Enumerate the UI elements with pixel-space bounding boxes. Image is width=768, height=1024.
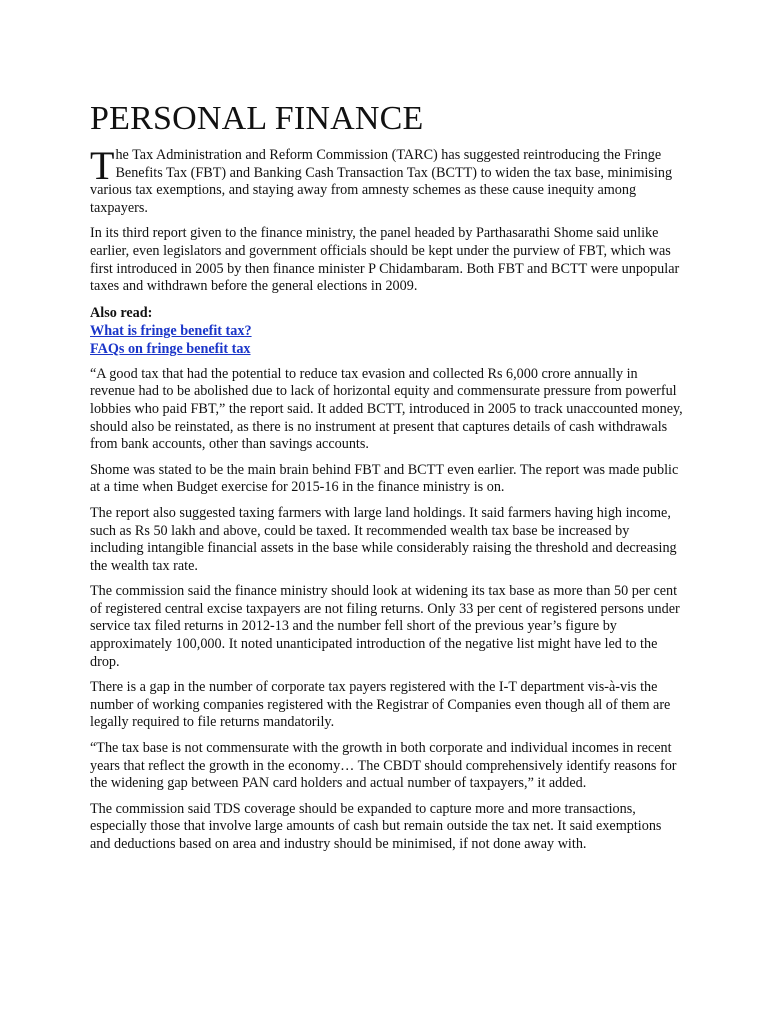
body-paragraph-corporate-gap: There is a gap in the number of corporate tax payers registered with the I-T department vis-à-vis the number of working companies registered with the Registrar of Companies even though all of them are legally required to file returns mandatorily. bbox=[90, 679, 671, 731]
lead-paragraph bbox=[90, 143, 684, 217]
link-faqs-fbt[interactable]: FAQs on fringe benefit tax bbox=[90, 340, 251, 357]
drop-cap: T bbox=[90, 143, 115, 188]
body-paragraph-shome: Shome was stated to be the main brain behind FBT and BCTT even earlier. The report was made public at a time when Budget exercise for 2015-16 in the finance ministry is on. bbox=[90, 461, 679, 496]
body-paragraph-farmers: The report also suggested taxing farmers with large land holdings. It said farmers having high income, such as Rs 50 lakh and above, could be taxed. It recommended wealth tax base be increased by including intangible financial assets in the base while considerably raising the threshold and decreasing the wealth tax rate. bbox=[90, 504, 677, 574]
body-paragraph-2: In its third report given to the finance ministry, the panel headed by Parthasarathi Shome said unlike earlier, even legislators and government officials should be kept under the purview of FBT, which was first introduced in 2005 by then finance minister P Chidambaram. Both FBT and BCTT were unpopular taxes and withdrawn before the general elections in 2009. bbox=[90, 225, 680, 295]
link-what-is-fbt[interactable]: What is fringe benefit tax? bbox=[90, 322, 252, 339]
body-paragraph-cbdt-quote: “The tax base is not commensurate with the growth in both corporate and individual incomes in recent years that reflect the growth in the economy… The CBDT should comprehensively identify reasons for the widening gap between PAN card holders and actual number of taxpayers,” it added. bbox=[90, 740, 677, 792]
lead-text: he Tax Administration and Reform Commission (TARC) has suggested reintroducing the Fringe Benefits Tax (FBT) and Banking Cash Transaction Tax (BCTT) to widen the tax base, minimising various tax exemptions, and staying away from amnesty schemes as these cause inequity among taxpayers. bbox=[90, 147, 673, 216]
page-title: PERSONAL FINANCE bbox=[90, 100, 424, 137]
body-paragraph-tax-base: The commission said the finance ministry should look at widening its tax base as more than 50 per cent of registered central excise taxpayers are not filing returns. Only 33 per cent of registered persons under service tax filed returns in 2012-13 and the number fell short of the previous year’s figure by approximately 100,000. It noted unanticipated introduction of the negative list might have led to the drop. bbox=[90, 583, 680, 670]
body-paragraph-quote-report: “A good tax that had the potential to reduce tax evasion and collected Rs 6,000 crore annually in revenue had to be abolished due to lack of horizontal equity and commensurate pressure from powerful lobbies who paid FBT,” the report said. It added BCTT, introduced in 2005 to track unaccounted money, should also be reinstated, as there is no instrument at present that captures details of cash withdrawals from bank accounts, other than savings accounts. bbox=[90, 365, 683, 453]
also-read-links bbox=[90, 322, 684, 358]
also-read-label: Also read: bbox=[90, 304, 153, 321]
body-paragraph-tds: The commission said TDS coverage should be expanded to capture more and more transactions, especially those that involve large amounts of cash but remain outside the tax net. It said exemptions and deductions based on area and industry should be minimised, if not done away with. bbox=[90, 800, 662, 852]
